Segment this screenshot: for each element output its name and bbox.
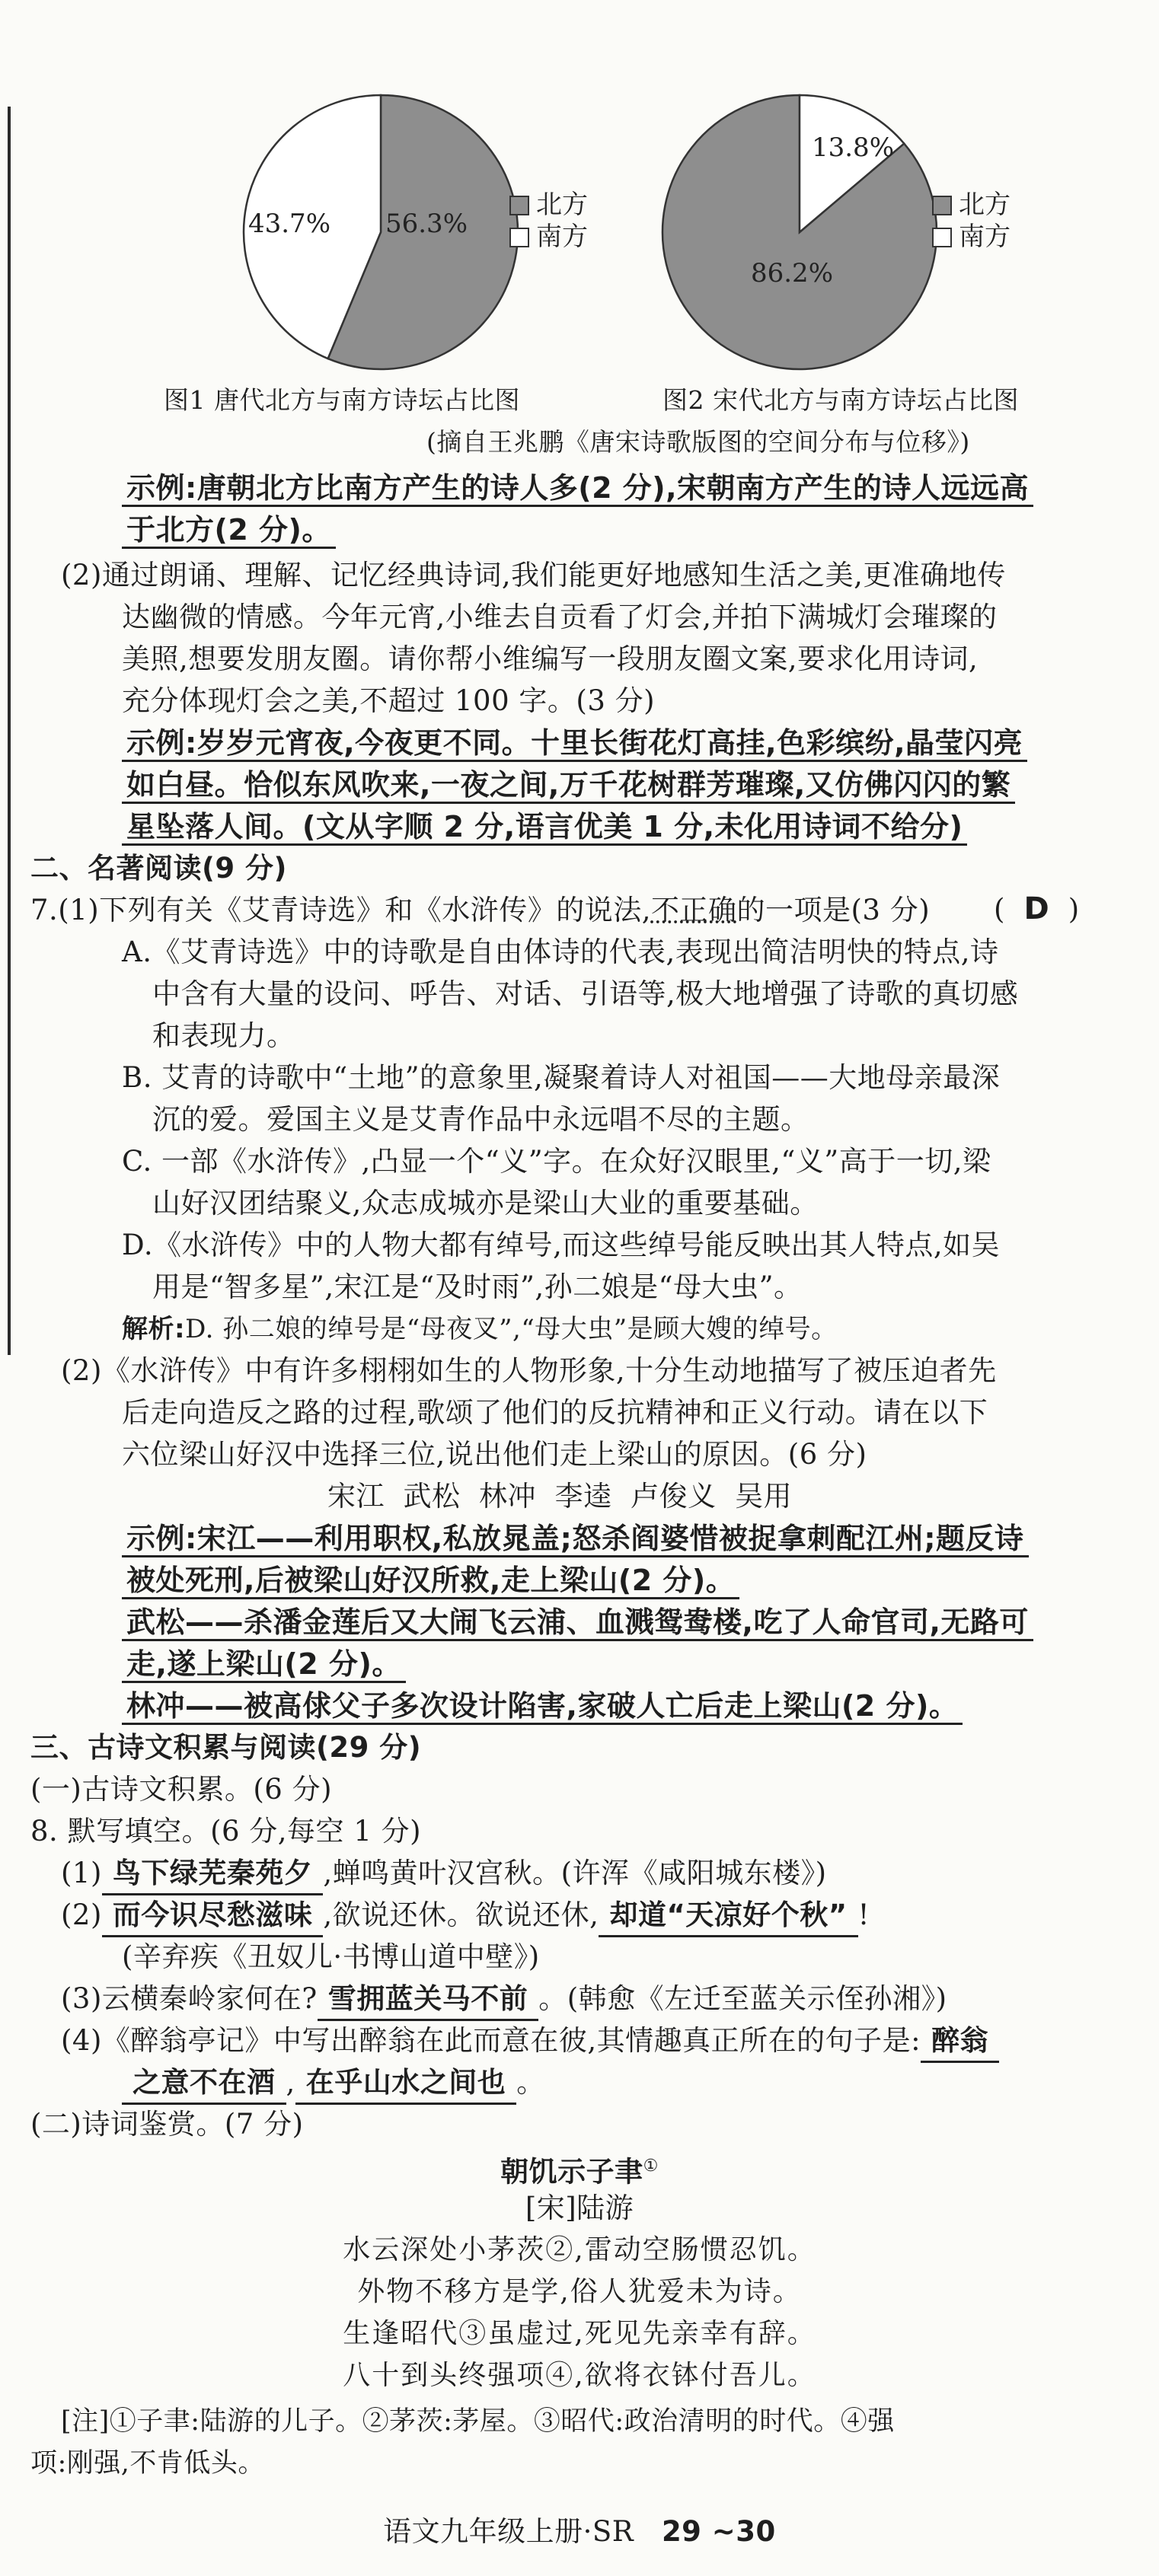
q7-2-answer-line-5: 林冲——被高俅父子多次设计陷害,家破人亡后走上梁山(2 分)。 [122, 1686, 963, 1726]
q8-line-4-cont: 之意不在酒 , 在乎山水之间也 。 [122, 2063, 545, 2105]
q8-title: 8. 默写填空。(6 分,每空 1 分) [30, 1815, 422, 1848]
q2-line-4: 充分体现灯会之美,不超过 100 字。(3 分) [122, 684, 656, 717]
subsection2-heading: (二)诗词鉴赏。(7 分) [30, 2108, 304, 2141]
q2-line-2: 达幽微的情感。今年元宵,小维去自贡看了灯会,并拍下满城灯会璀璨的 [122, 601, 998, 633]
q7-2-answer-line-3: 武松——杀潘金莲后又大闹飞云浦、血溅鸳鸯楼,吃了人命官司,无路可 [122, 1602, 1033, 1642]
subsection1-heading: (一)古诗文积累。(6 分) [30, 1773, 333, 1806]
q7-option-c-line-1: C. 一部《水浒传》,凸显一个“义”字。在众好汉眼里,“义”高于一切,梁 [122, 1145, 991, 1178]
pie1-legend-label-1: 南方 [536, 222, 588, 252]
q7-option-b-line-1: B. 艾青的诗歌中“土地”的意象里,凝聚着诗人对祖国——大地母亲最深 [122, 1061, 1001, 1094]
q7-2-answer-line-4: 走,遂上梁山(2 分)。 [122, 1644, 406, 1684]
q7-2-answer-line-1: 示例:宋江——利用职权,私放晁盖;怒杀阎婆惜被捉拿刺配江州;题反诗 [122, 1519, 1029, 1558]
q8-line-2: (2) 而今识尽愁滋味 ,欲说还休。欲说还休, 却道“天凉好个秋” ! [61, 1895, 870, 1937]
q7-analysis: 解析:D. 孙二娘的绰号是“母夜叉”,“母大虫”是顾大嫂的绰号。 [122, 1314, 838, 1344]
pie2-value-label-0: 86.2% [750, 258, 834, 289]
pie2-legend-label-1: 南方 [959, 222, 1011, 252]
q8-line-2-source: (辛弃疾《丑奴儿·书博山道中壁》) [122, 1940, 540, 1973]
q7-option-a-line-2: 中含有大量的设问、呼告、对话、引语等,极大地增强了诗歌的真切感 [152, 977, 1019, 1010]
q7-2-line-3: 六位梁山好汉中选择三位,说出他们走上梁山的原因。(6 分) [122, 1438, 867, 1471]
q7-stem: 7.(1)下列有关《艾青诗选》和《水浒传》的说法,不正确的一项是(3 分) [30, 894, 931, 926]
poem-notes-line-1: [注]①子聿:陆游的儿子。②茅茨:茅屋。③昭代:政治清明的时代。④强 [61, 2406, 895, 2437]
poem-line-2: 外物不移方是学,俗人犹爱未为诗。 [357, 2276, 802, 2307]
q7-answer-bracket: ( D ) [994, 891, 1080, 926]
q7-2-line-1: (2)《水浒传》中有许多栩栩如生的人物形象,十分生动地描写了被压迫者先 [61, 1354, 997, 1387]
poem-line-1: 水云深处小茅茨②,雷动空肠惯忍饥。 [343, 2234, 816, 2265]
poem-notes-line-2: 项:刚强,不肯低头。 [30, 2448, 265, 2479]
q2-answer-line-3: 星坠落人间。(文从字顺 2 分,语言优美 1 分,未化用诗词不给分) [122, 807, 967, 846]
q7-option-b-line-2: 沉的爱。爱国主义是艾青作品中永远唱不尽的主题。 [152, 1103, 809, 1136]
pie1-value-label-1: 43.7% [247, 209, 331, 239]
page-footer: 语文九年级上册·SR 29 ~30 [383, 2515, 776, 2548]
poem-line-4: 八十到头终强项④,欲将衣钵付吾儿。 [343, 2360, 816, 2391]
pie2-legend-label-0: 北方 [959, 190, 1011, 220]
q8-line-1: (1) 鸟下绿芜秦苑夕 ,蝉鸣黄叶汉宫秋。(许浑《咸阳城东楼》) [61, 1854, 827, 1895]
q7-option-a-line-3: 和表现力。 [152, 1019, 295, 1052]
q7-2-answer-line-2: 被处死刑,后被梁山好汉所救,走上梁山(2 分)。 [122, 1561, 739, 1600]
pie1-legend-label-0: 北方 [536, 190, 588, 220]
heroes-list: 宋江 武松 林冲 李逵 卢俊义 吴用 [327, 1480, 793, 1513]
pie2-value-label-1: 13.8% [811, 132, 895, 163]
section3-heading: 三、古诗文积累与阅读(29 分) [30, 1731, 422, 1764]
q2-answer-line-2: 如白昼。恰似东风吹来,一夜之间,万千花树群芳璀璨,又仿佛闪闪的繁 [122, 765, 1015, 805]
figure1-caption: 图1 唐代北方与南方诗坛占比图 [164, 385, 520, 415]
source-note: (摘自王兆鹏《唐宋诗歌版图的空间分布与位移》) [426, 427, 970, 457]
pie2-legend-swatch-0 [933, 196, 951, 215]
q7-option-d-line-2: 用是“智多星”,宋江是“及时雨”,孙二娘是“母大虫”。 [152, 1270, 803, 1303]
q2-line-1: (2)通过朗诵、理解、记忆经典诗词,我们能更好地感知生活之美,更准确地传 [61, 559, 1006, 591]
poem-title: 朝饥示子聿① [500, 2155, 659, 2189]
q8-line-4: (4)《醉翁亭记》中写出醉翁在此而意在彼,其情趣真正所在的句子是: 醉翁 [61, 2021, 999, 2063]
q7-option-a-line-1: A.《艾青诗选》中的诗歌是自由体诗的代表,表现出简洁明快的特点,诗 [122, 936, 999, 968]
pie-charts-area [0, 91, 1159, 396]
pie1-legend-swatch-0 [510, 196, 528, 215]
q2-line-3: 美照,想要发朋友圈。请你帮小维编写一段朋友圈文案,要求化用诗词, [122, 642, 979, 675]
q7-option-c-line-2: 山好汉团结聚义,众志成城亦是梁山大业的重要基础。 [152, 1187, 819, 1219]
q1-answer-line-1: 示例:唐朝北方比南方产生的诗人多(2 分),宋朝南方产生的诗人远远高 [122, 468, 1033, 508]
poem-line-3: 生逢昭代③虽虚过,死见先亲幸有辞。 [343, 2318, 816, 2349]
pie1-value-label-0: 56.3% [385, 209, 468, 239]
section2-heading: 二、名著阅读(9 分) [30, 852, 287, 885]
q2-answer-line-1: 示例:岁岁元宵夜,今夜更不同。十里长街花灯高挂,色彩缤纷,晶莹闪亮 [122, 723, 1027, 763]
pie1-legend-swatch-1 [510, 228, 528, 247]
q7-2-line-2: 后走向造反之路的过程,歌颂了他们的反抗精神和正义行动。请在以下 [122, 1396, 988, 1429]
q1-answer-line-2: 于北方(2 分)。 [122, 510, 336, 550]
q8-line-3: (3)云横秦岭家何在? 雪拥蓝关马不前 。(韩愈《左迁至蓝关示侄孙湘》) [61, 1979, 947, 2021]
q7-option-d-line-1: D.《水浒传》中的人物大都有绰号,而这些绰号能反映出其人特点,如吴 [122, 1229, 1001, 1261]
pie2-legend-swatch-1 [933, 228, 951, 247]
figure2-caption: 图2 宋代北方与南方诗坛占比图 [663, 385, 1019, 415]
poem-author: [宋]陆游 [525, 2192, 634, 2224]
